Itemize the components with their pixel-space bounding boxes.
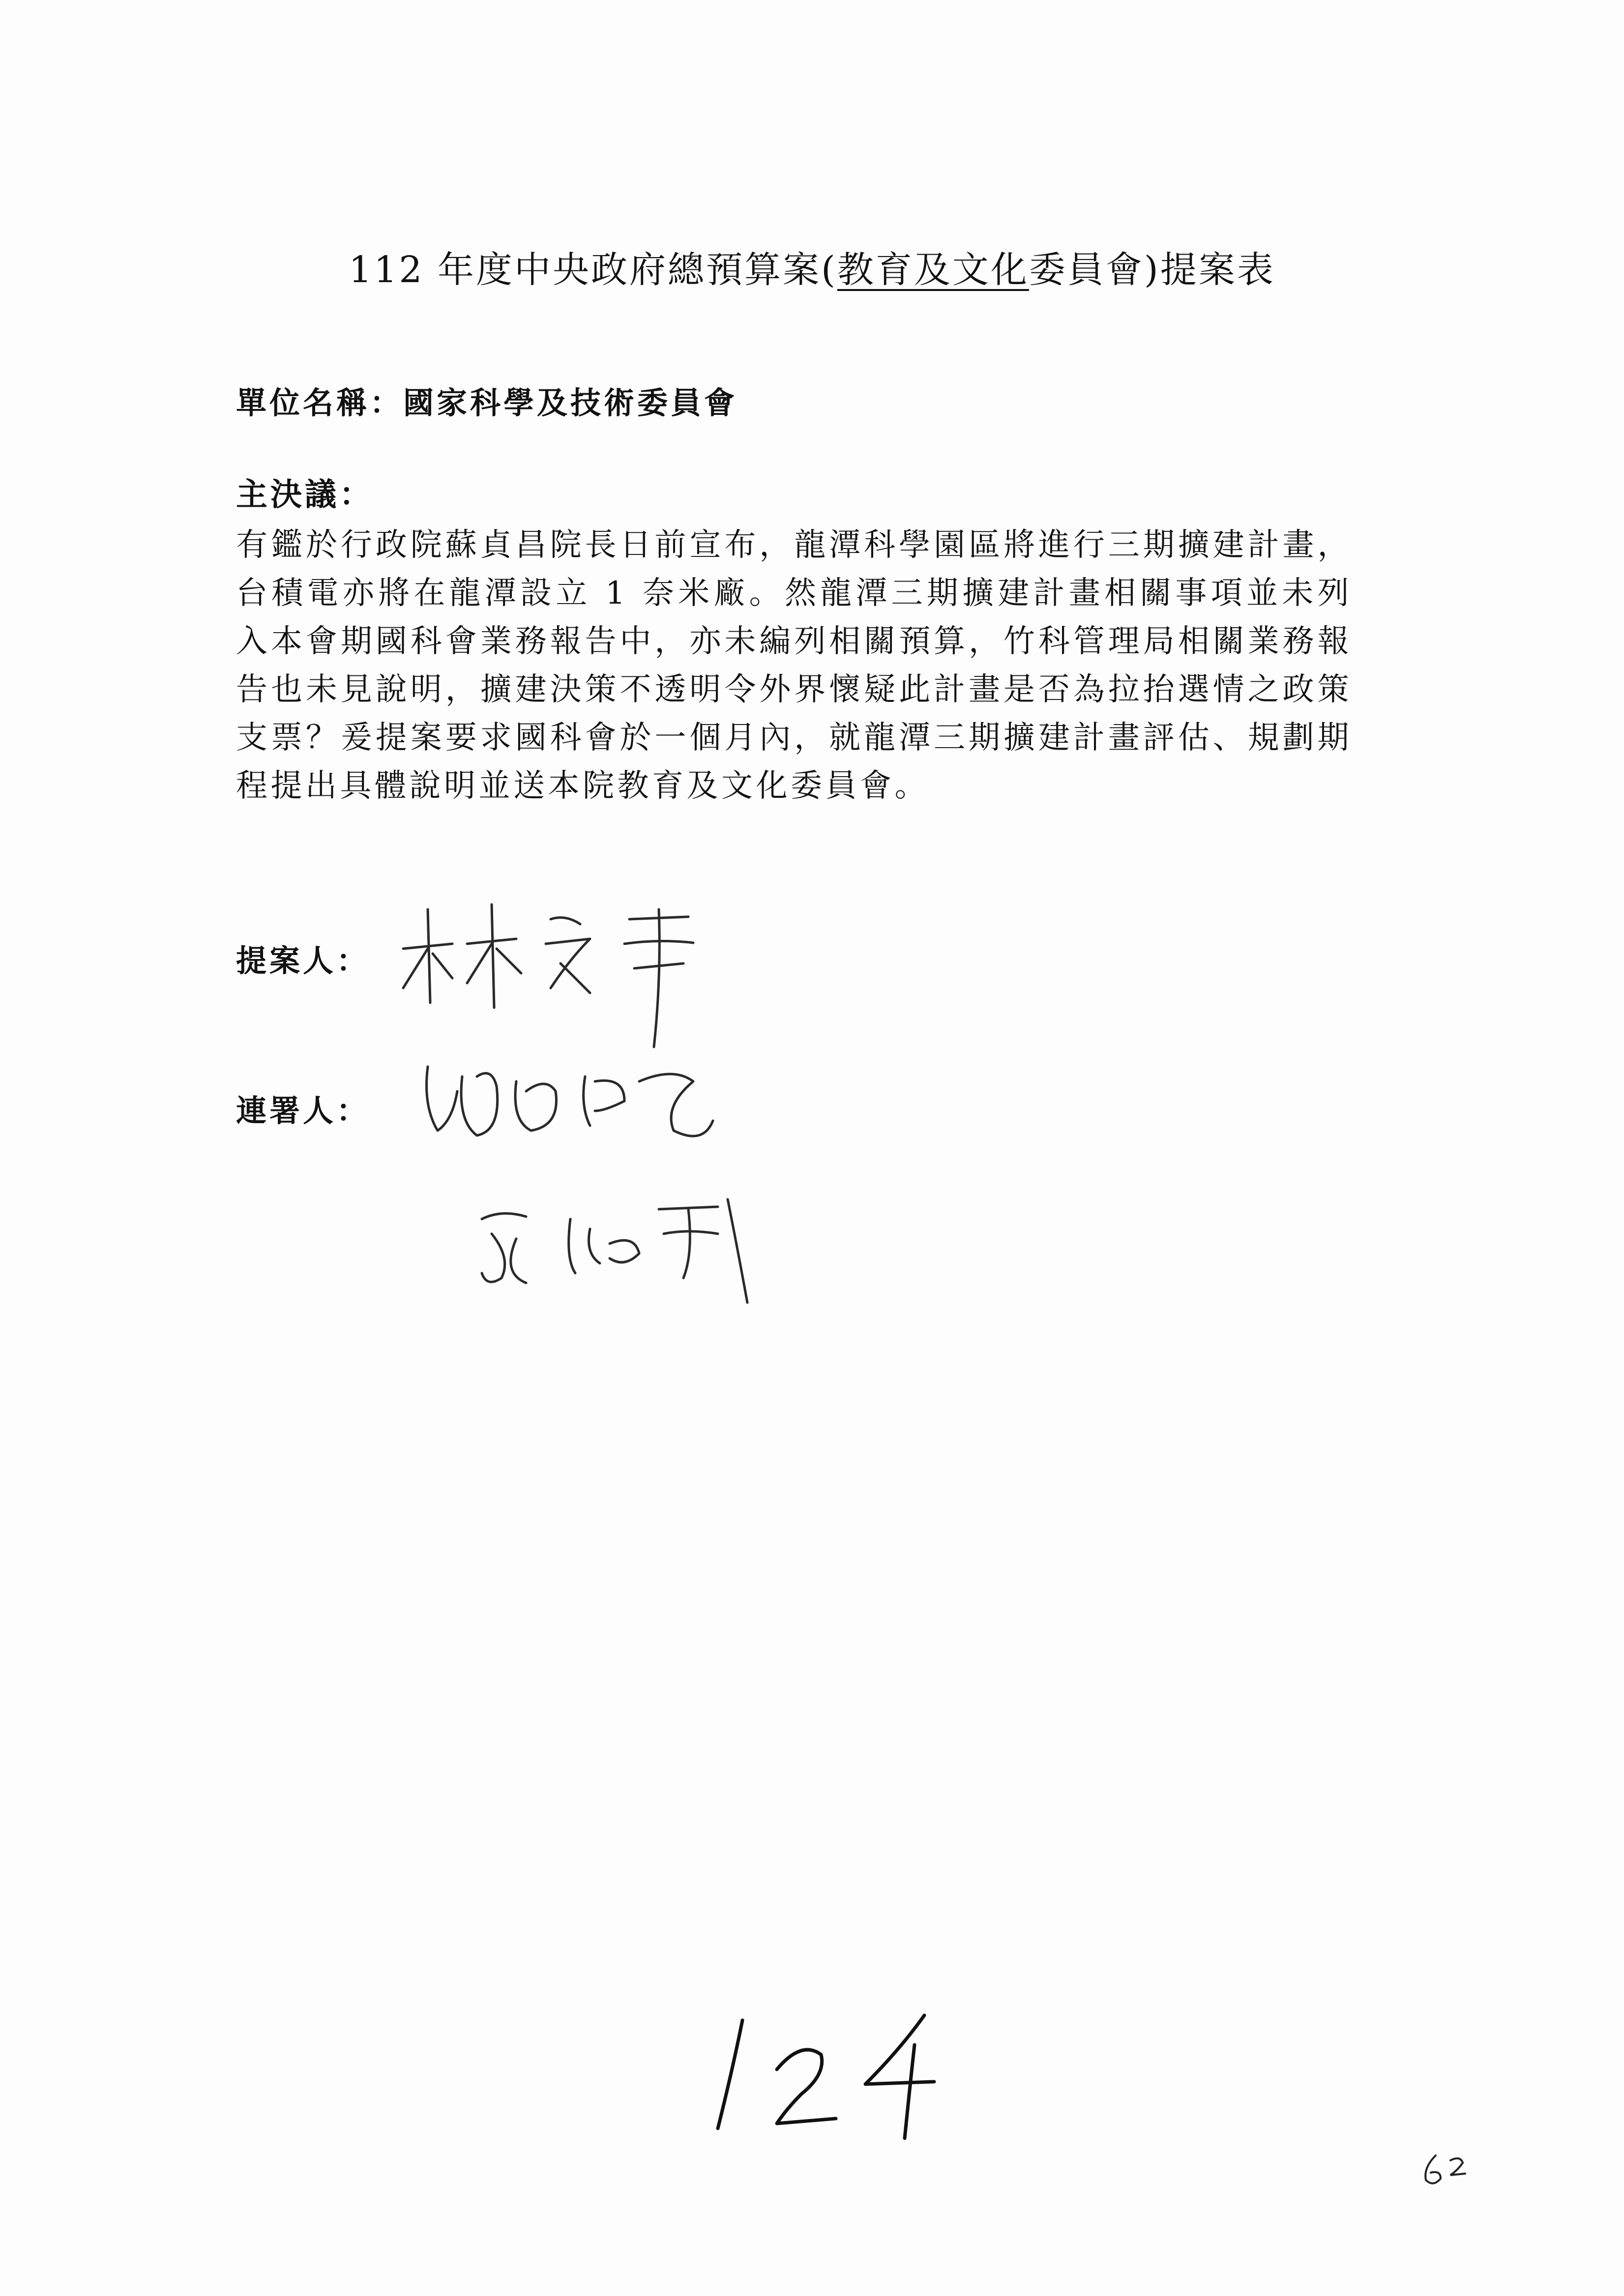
handwritten-page-number [703,2001,959,2148]
document-title [0,241,1624,293]
unit-name-line: 單位名稱：國家科學及技術委員會 [236,385,738,421]
resolution-label: 主決議： [236,477,374,513]
cosigner-signature-1 [418,1047,733,1160]
title-suffix: 委員會)提案表 [1029,249,1275,291]
cosigner-signature-2 [472,1190,797,1312]
proposer-label: 提案人： [236,943,370,979]
proposer-signature [393,890,747,1052]
title-committee-underlined: 教育及文化 [837,249,1029,291]
resolution-text: 有鑑於行政院蘇貞昌院長日前宣布，龍潭科學園區將進行三期擴建計畫，台積電亦將在龍潭設立 1 奈米廠。然龍潭三期擴建計畫相關事項並未列入本會期國科會業務報告中，亦未編列相關預算，竹科管理局相關業務報告也未見說明，擴建決策不透明令外界懷疑此計畫是否為拉抬選情之政策支票？爰提案要求國科會於一個月內，就龍潭三期擴建計畫評估、規劃期程提出具體說明並送本院教育及文化委員會。 [236,527,1352,804]
corner-page-number [1416,2148,1475,2192]
cosigner-label: 連署人： [236,1093,370,1129]
title-prefix: 112 年度中央政府總預算案( [349,249,837,291]
